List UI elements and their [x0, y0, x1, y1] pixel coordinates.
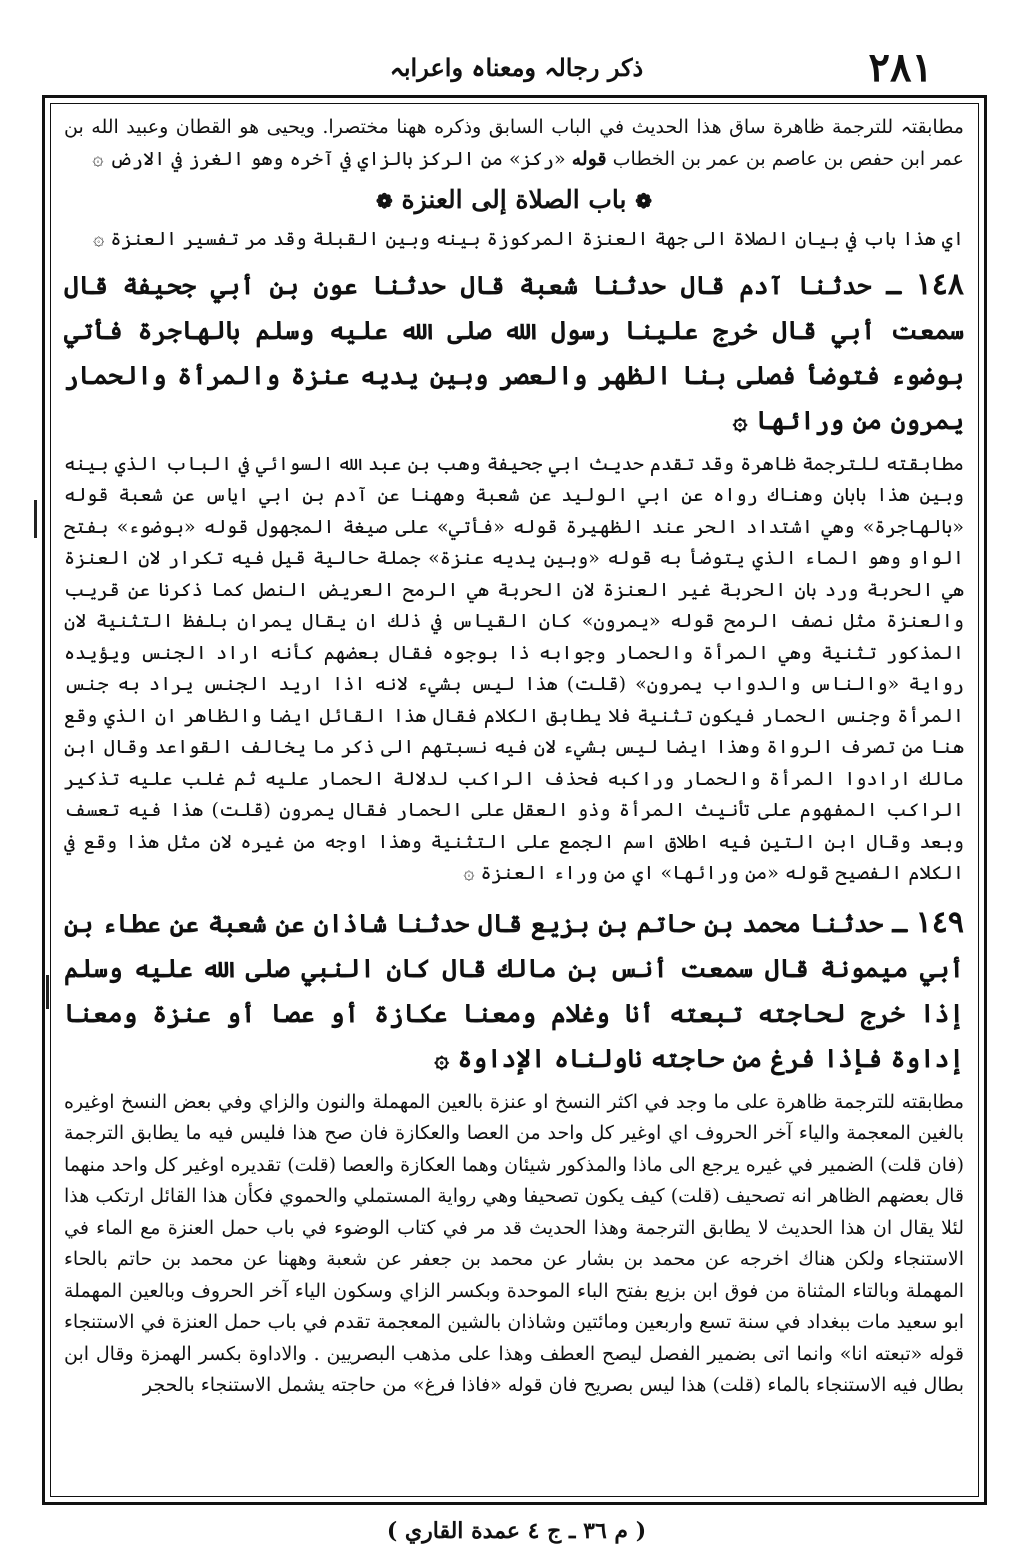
commentary-148: مطابقته للترجمة ظاهرة وقد تقدم حديث ابي جحيفة وهب بن عبد الله السوائي في الباب الذي بينه وبين هذا بابان وهناك رواه عن ابي الوليد عن شعبة وههنا عن آدم بن ابي اياس عن شعبة قوله «بالهاجرة» وهي اشتداد الحر عند الظهيرة قوله «فأتي» على صيغة المجهول قوله «بوضوء» بفتح الواو وهو الماء الذي يتوضأ به قوله «وبين يديه عنزة» جملة حالية قيل فيه تكرار لان العنزة هي الحربة ورد بان الحربة غير العنزة لان الحربة هي الرمح العريض النصل كما ذكرنا عن قريب والعنزة مثل نصف الرمح قوله «يمرون» كان القياس في ذلك ان يقال يمران بلفظ التثنية لان المذكور تثنية وهي المرأة والحمار وجوابه ذا بوجوه فقال بعضهم كأنه اراد الجنس ويؤيده رواية «والناس والدواب يمرون» (قلت) هذا ليس بشيء لانه اذا اريد الجنس يراد به جنس المرأة وجنس الحمار فيكون تثنية فلا يطابق الكلام فقال هذا القائل ايضا والظاهر ان الذي وقع هنا من تصرف الرواة وهذا ايضا ليس بشيء لان فيه نسبتهم الى ذكر ما يخالف القواعد وقال ابن مالك ارادوا المرأة والحمار وراكبه فحذف الراكب لدلالة الحمار عليه ثم غلب عليه تذكير الراكب المفهوم على تأنيث المرأة وذو العقل على الحمار فقال يمرون (قلت) هذا فيه تعسف وبعد وقال ابن التين فيه اطلاق اسم الجمع على التثنية وهذا اوجه من غيره لان مثل هذا وقع في الكلام الفصيح قوله «من ورائها» اي من وراء العنزة ۞	[64, 452, 964, 884]
hadith-text: ـ حدثنا محمد بن حاتم بن بزيع قال حدثنا شاذان عن شعبة عن عطاء بن أبي ميمونة قال سمعت أنس بن مالك قال كان النبي صلى الله عليه وسلم إذا خرج لحاجته تبعته أنا وغلام ومعنا عكازة أو عصا أو عنزة ومعنا إداوة فإذا فرغ من حاجته ناولناه الإداوة ۞	[64, 908, 964, 1073]
margin-mark	[46, 975, 49, 1009]
chapter-title: باب الصلاة إلى العنزة	[401, 185, 627, 214]
hadith-149	[64, 900, 964, 1081]
page-footer: ( م ٣٦ ـ ج ٤ عمدة القاري )	[386, 1518, 647, 1544]
intro-text-end: «ركز» من الركز بالزاي في آخره وهو الغرز في الارض ۞	[92, 147, 566, 170]
hadith-text: ـ حدثنا آدم قال حدثنا شعبة قال حدثنا عون بن أبي جحيفة قال سمعت أبي قال خرج علينا رسول الله صلى الله عليه وسلم بالهاجرة فأتي بوضوء فتوضأ فصلى بنا الظهر والعصر وبين يديه عنزة والمرأة والحمار يمرون من ورائها ۞	[64, 270, 964, 435]
commentary-149: مطابقته للترجمة ظاهرة على ما وجد في اكثر النسخ او عنزة بالعين المهملة والنون والزاي وفي بعض النسخ اوغيره بالغين المعجمة والياء آخر الحروف اي اوغير كل واحد من العصا والعكازة فان صح هذا فليس فيه ما يطابق الترجمة (فان قلت) الضمير في غيره يرجع الى ماذا والمذكور شيئان وهما العكازة والعصا (قلت) تقديره اوغير كل واحد منهما قال بعضهم الظاهر انه تصحيف (قلت) كيف يكون تصحيفا وهي رواية المستملي والحموي فكأن هذا القائل ارتكب هذا لئلا يقال ان هذا الحديث لا يطابق الترجمة وهذا الحديث قد مر في كتاب الوضوء في باب حمل العنزة مع الماء في الاستنجاء ولكن هناك اخرجه عن محمد بن بشار عن محمد بن جعفر عن شعبة وههنا عن محمد بن حاتم بالحاء المهملة وبالتاء المثناة من فوق ابن بزيع بفتح الباء الموحدة وبكسر الزاي وسكون الياء آخر الحروف وبالعين المهملة ابو سعيد مات ببغداد في سنة تسع واربعين ومائتين وشاذان بالشين المعجمة تقدم في باب حمل العنزة في الاستنجاء قوله «تبعته انا» وانما اتى بضمير الفصل ليصح العطف وهذا على مذهب البصريين . والاداوة بكسر الهمزة وقال ابن بطال فيه الاستنجاء بالماء (قلت) هذا ليس بصريح فان قوله «فاذا فرغ» من حاجته يشمل الاستنجاء بالحجر	[64, 1090, 964, 1396]
running-head: ذکر رجالہ ومعناہ واعرابہ	[389, 53, 644, 82]
page-body	[64, 112, 964, 1492]
margin-mark	[34, 500, 37, 538]
qawluhu-keyword: قوله	[571, 147, 607, 170]
ornament-icon: ❁	[376, 189, 393, 213]
intro-paragraph	[64, 112, 964, 175]
hadith-number: ١٤٨	[915, 266, 964, 302]
page-header	[60, 44, 973, 92]
chapter-description: اي هذا باب في بيان الصلاة الى جهة العنزة المركوزة بينه وبين القبلة وقد مر تفسير العنزة ۞	[93, 228, 964, 250]
chapter-heading	[64, 177, 964, 224]
hadith-number: ١٤٩	[915, 904, 964, 940]
page-number: ۲۸۱	[868, 44, 933, 91]
hadith-148	[64, 262, 964, 443]
intro-text: مطابقتہ للترجمة ظاهرة ساق هذا الحديث في الباب السابق وذكره ههنا مختصرا. ويحيى هو القطان وعبيد الله بن عمر ابن حفص بن عاصم بن عمر بن الخطاب	[64, 116, 964, 170]
ornament-icon: ❁	[635, 189, 652, 213]
